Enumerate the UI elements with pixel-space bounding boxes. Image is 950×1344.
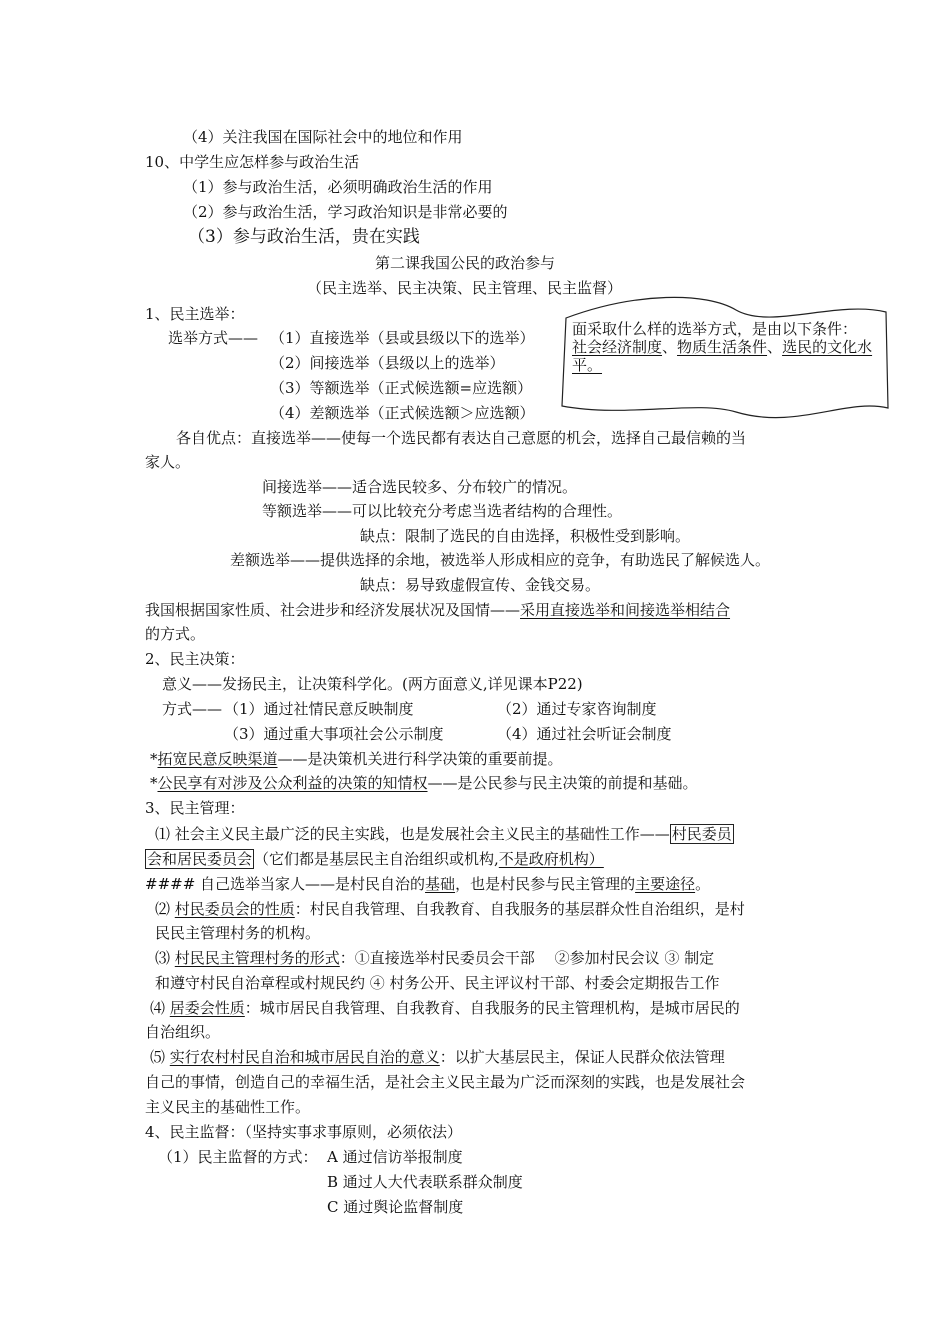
question-10-heading: 10、中学生应怎样参与政治生活 — [145, 153, 360, 171]
point-3-text: ：①直接选举村民委员会干部 ②参加村民会议 ③ 制定 — [339, 949, 715, 967]
management-point-5-cont-1: 自己的事情，创造自己的幸福生活，是社会主义民主最为广泛而深刻的实践，也是发展社会 — [145, 1073, 746, 1091]
management-heading: 3、民主管理： — [145, 799, 245, 817]
china-election-policy — [145, 600, 730, 620]
supervision-way-c: C 通过舆论监督制度 — [327, 1198, 464, 1216]
china-policy-cont: 的方式。 — [145, 625, 206, 643]
supervision-way-b: B 通过人大代表联系群众制度 — [327, 1173, 523, 1191]
china-policy-underlined: 采用直接选举和间接选举相结合 — [520, 601, 731, 619]
lesson-subtitle: （民主选举、民主决策、民主管理、民主监督） — [307, 279, 623, 297]
decision-way-3: （3）通过重大事项社会公示制度 — [224, 725, 444, 743]
callout-text — [572, 320, 890, 374]
decision-meaning: 意义——发扬民主，让决策科学化。(两方面意义,详见课本P22) — [162, 675, 583, 693]
election-method-3: （3）等额选举（正式候选额=应选额） — [270, 379, 533, 397]
management-point-2 — [155, 899, 745, 919]
hash-underlined-2: 主要途径 — [635, 875, 696, 893]
hash-text-b: ，也是村民参与民主管理的 — [455, 875, 636, 893]
management-point-4 — [150, 998, 740, 1018]
point-1-underlined: 不是政府机构） — [498, 850, 604, 868]
hash-underlined-1: 基础 — [425, 875, 456, 893]
note-1-text: ——是决策机关进行科学决策的重要前提。 — [277, 750, 563, 768]
point-4-text: ：城市居民自我管理、自我教育、自我服务的民主管理机构，是城市居民的 — [244, 999, 740, 1017]
point-1-note: （它们都是基层民主自治组织或机构, — [254, 850, 499, 868]
point-1-boxed-term-cont: 会和居民委员会 — [147, 850, 253, 868]
point-2-num: ⑵ — [155, 900, 175, 918]
point-2-underlined: 村民委员会的性质 — [174, 900, 295, 918]
management-point-5 — [150, 1047, 725, 1067]
management-point-3 — [155, 948, 714, 968]
management-point-4-cont: 自治组织。 — [145, 1023, 221, 1041]
callout-separator-1: 、 — [662, 338, 678, 356]
point-3-num: ⑶ — [155, 949, 175, 967]
supervision-ways-label: （1）民主监督的方式： — [158, 1148, 318, 1166]
management-point-1-cont — [145, 849, 604, 869]
hash-text-a: #### 自己选举当家人——是村民自治的 — [145, 875, 426, 893]
question-10-item-3: （3）参与政治生活，贵在实践 — [188, 227, 420, 247]
point-3-underlined: 村民民主管理村务的形式 — [174, 949, 340, 967]
callout-condition-3: 选民的文化水平。 — [572, 338, 873, 374]
merits-equal: 等额选举——可以比较充分考虑当选者结构的合理性。 — [262, 502, 623, 520]
management-point-3-cont: 和遵守村民自治章程或村规民约 ④ 村务公开、民主评议村干部、村委会定期报告工作 — [155, 974, 720, 992]
note-1-underlined: 拓宽民意反映渠道 — [157, 750, 278, 768]
flaw-differential: 缺点：易导致虚假宣传、金钱交易。 — [360, 576, 601, 594]
supervision-way-a: A 通过信访举报制度 — [327, 1148, 463, 1166]
point-5-text: ：以扩大基层民主，保证人民群众依法管理 — [439, 1048, 725, 1066]
decision-ways-label: 方式—— — [162, 700, 223, 718]
star-mark: * — [150, 774, 158, 792]
election-method-1: （1）直接选举（县或县级以下的选举） — [270, 329, 535, 347]
lesson-title: 第二课我国公民的政治参与 — [375, 254, 556, 272]
merits-direct: 各自优点：直接选举——使每一个选民都有表达自己意愿的机会，选择自己最信赖的当 — [176, 429, 747, 447]
point-4-underlined: 居委会性质 — [169, 999, 245, 1017]
note-2-underlined: 公民享有对涉及公众利益的决策的知情权 — [157, 774, 428, 792]
management-point-1 — [155, 824, 734, 844]
hash-text-c: 。 — [695, 875, 711, 893]
point-1-boxed-term: 村民委员 — [671, 825, 732, 843]
callout-lead: 面采取什么样的选举方式，是由以下条件： — [572, 320, 858, 338]
decision-heading: 2、民主决策： — [145, 650, 245, 668]
decision-way-2: （2）通过专家咨询制度 — [497, 700, 657, 718]
management-point-5-cont-2: 主义民主的基础性工作。 — [145, 1098, 311, 1116]
point-2-text: ：村民自我管理、自我教育、自我服务的基层群众性自治组织，是村 — [294, 900, 745, 918]
decision-note-2 — [150, 773, 698, 793]
decision-way-4: （4）通过社会听证会制度 — [497, 725, 672, 743]
flaw-equal: 缺点：限制了选民的自由选择，积极性受到影响。 — [360, 527, 691, 545]
point-1-text: ⑴ 社会主义民主最广泛的民主实践，也是发展社会主义民主的基础性工作—— — [155, 825, 670, 843]
point-4-num: ⑷ — [150, 999, 170, 1017]
management-hash-note — [145, 874, 710, 894]
election-methods-label: 选举方式—— — [168, 329, 259, 347]
callout-condition-2: 物质生活条件 — [677, 338, 768, 356]
callout-condition-1: 社会经济制度 — [572, 338, 663, 356]
merits-differential: 差额选举——提供选择的余地，被选举人形成相应的竞争，有助选民了解候选人。 — [230, 551, 771, 569]
star-mark: * — [150, 750, 158, 768]
management-point-2-cont: 民民主管理村务的机构。 — [155, 924, 321, 942]
supervision-heading: 4、民主监督：（坚持实事求事原则，必须依法） — [145, 1123, 463, 1141]
point-5-underlined: 实行农村村民自治和城市居民自治的意义 — [169, 1048, 440, 1066]
decision-way-1: （1）通过社情民意反映制度 — [224, 700, 414, 718]
point-5-num: ⑸ — [150, 1048, 170, 1066]
callout-separator-2: 、 — [767, 338, 783, 356]
election-method-2: （2）间接选举（县级以上的选举） — [270, 354, 505, 372]
merits-direct-cont: 家人。 — [145, 453, 191, 471]
item-4: （4）关注我国在国际社会中的地位和作用 — [183, 128, 463, 146]
note-2-text: ——是公民参与民主决策的前提和基础。 — [427, 774, 698, 792]
china-policy-text: 我国根据国家性质、社会进步和经济发展状况及国情—— — [145, 601, 521, 619]
merits-indirect: 间接选举——适合选民较多、分布较广的情况。 — [262, 478, 578, 496]
question-10-item-2: （2）参与政治生活，学习政治知识是非常必要的 — [183, 203, 508, 221]
decision-note-1 — [150, 749, 563, 769]
question-10-item-1: （1）参与政治生活，必须明确政治生活的作用 — [183, 178, 493, 196]
election-method-4: （4）差额选举（正式候选额＞应选额） — [270, 404, 535, 422]
election-heading: 1、民主选举： — [145, 305, 245, 323]
